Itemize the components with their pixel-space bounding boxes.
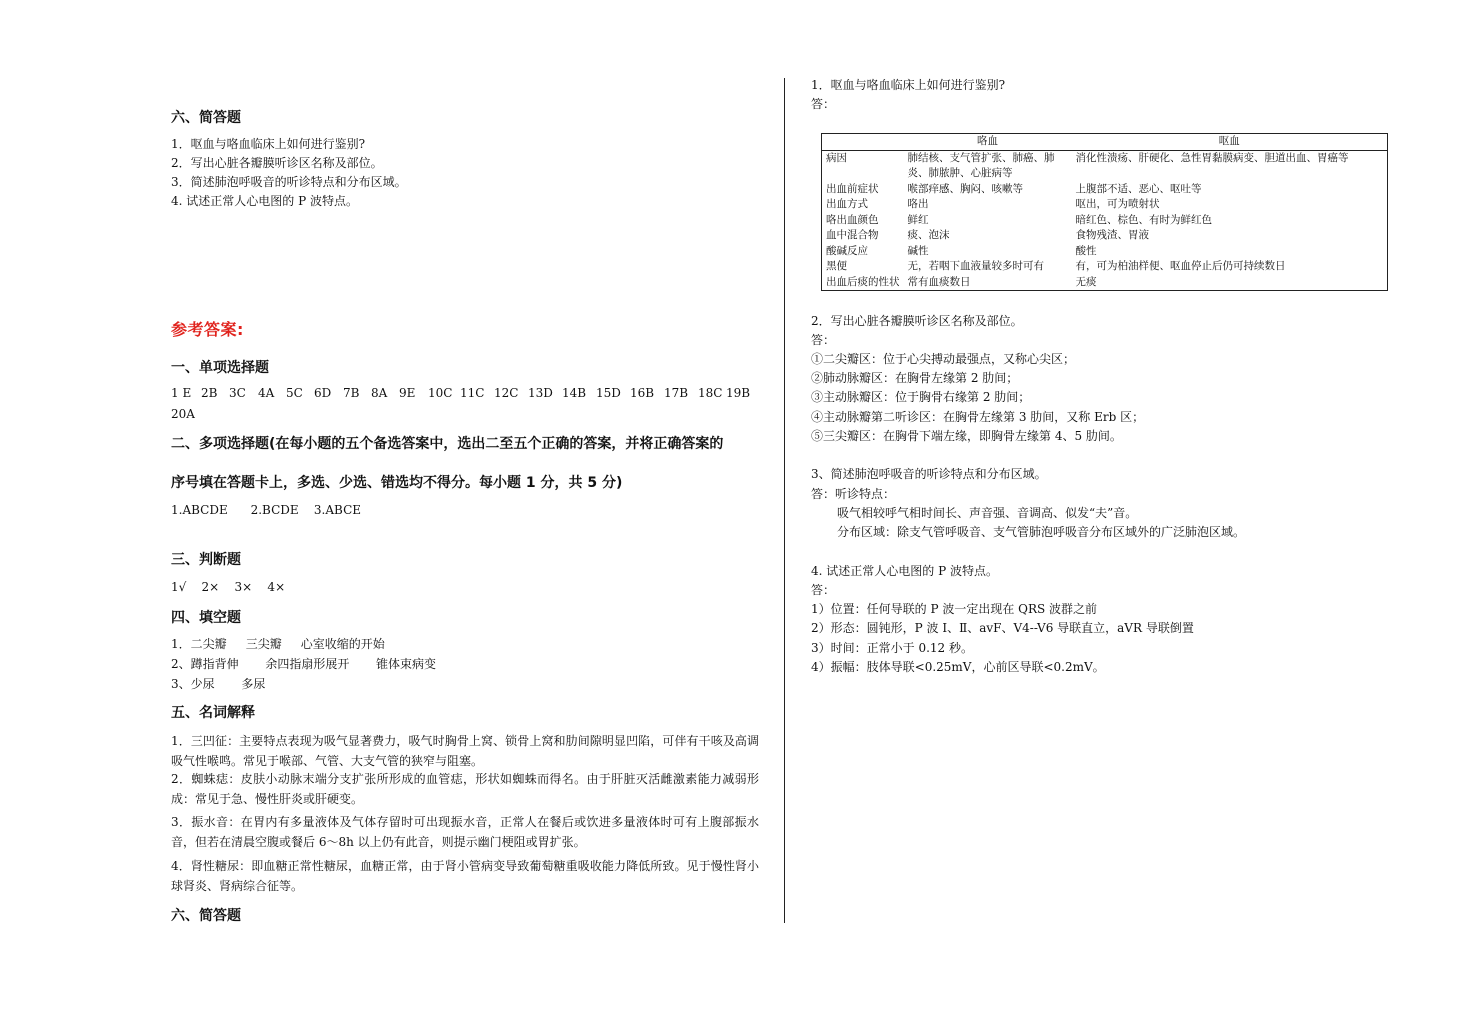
p-wave-duration: 3）时间：正常小于 0.12 秒。 bbox=[811, 641, 973, 655]
question-1: 1．呕血与咯血临床上如何进行鉴别? bbox=[171, 137, 366, 151]
answers-title: 参考答案: bbox=[171, 320, 244, 339]
right-question-1: 1．呕血与咯血临床上如何进行鉴别? bbox=[811, 78, 1006, 92]
row-label: 出血方式 bbox=[826, 198, 868, 210]
table-row bbox=[822, 182, 1388, 198]
answer-label: 答： bbox=[811, 333, 836, 347]
row-label: 咯出血颜色 bbox=[826, 213, 879, 226]
mc-answer: 14B bbox=[562, 386, 587, 400]
term-explanation-4: 4．肾性糖尿：即血糖正常性糖尿，血糖正常，由于肾小管病变导致葡萄糖重吸收能力降低所致。见于慢性肾小球肾炎、肾病综合征等。 bbox=[171, 859, 759, 893]
table-row bbox=[822, 213, 1388, 229]
hematemesis-cell: 呕出，可为喷射状 bbox=[1075, 198, 1160, 210]
hematemesis-cell: 有，可为柏油样便、呕血停止后仍可持续数日 bbox=[1075, 260, 1286, 272]
short-answer-heading-top: 六、简答题 bbox=[171, 110, 241, 126]
single-choice-last: 20A bbox=[171, 407, 195, 421]
table-row bbox=[822, 259, 1388, 275]
hematemesis-cell: 食物残渣、胃液 bbox=[1075, 229, 1149, 241]
table-row bbox=[822, 150, 1388, 182]
row-label: 血中混合物 bbox=[826, 229, 879, 241]
right-question-2: 2．写出心脏各瓣膜听诊区名称及部位。 bbox=[811, 314, 1023, 328]
auscultation-label: 答：听诊特点： bbox=[811, 487, 896, 501]
question-4: 4. 试述正常人心电图的 P 波特点。 bbox=[171, 194, 358, 208]
column-divider bbox=[784, 78, 785, 923]
multi-choice-heading-line2: 序号填在答题卡上，多选、少选、错选均不得分。每小题 1 分，共 5 分) bbox=[171, 475, 623, 491]
mc-answer: 3C bbox=[229, 386, 246, 400]
mc-answer: 5C bbox=[286, 386, 303, 400]
table-header-blank bbox=[822, 134, 904, 151]
row-label: 出血后痰的性状 bbox=[826, 275, 900, 288]
auscultation-feature: 吸气相较呼气相时间长、声音强、音调高、似发“夫”音。 bbox=[837, 506, 1138, 520]
table-header-row bbox=[822, 134, 1388, 151]
right-question-4: 4. 试述正常人心电图的 P 波特点。 bbox=[811, 564, 998, 578]
hemoptysis-cell: 喉部痒感、胸闷、咳嗽等 bbox=[907, 182, 1023, 195]
mc-answer: 2B bbox=[201, 386, 218, 400]
p-wave-shape: 2）形态：圆钝形，P 波 Ⅰ、Ⅱ、avF、V4--V6 导联直立，aVR 导联倒置 bbox=[811, 621, 1194, 635]
multi-choice-answers: 1.ABCDE 2.BCDE 3.ABCE bbox=[171, 503, 362, 517]
question-2: 2．写出心脏各瓣膜听诊区名称及部位。 bbox=[171, 156, 383, 170]
answer-label: 答： bbox=[811, 583, 836, 597]
hematemesis-cell: 暗红色、棕色、有时为鲜红色 bbox=[1075, 213, 1212, 226]
question-3: 3．简述肺泡呼吸音的听诊特点和分布区域。 bbox=[171, 175, 407, 189]
p-wave-amplitude: 4）振幅：肢体导联<0.25mV，心前区导联<0.2mV。 bbox=[811, 660, 1105, 674]
p-wave-position: 1）位置：任何导联的 P 波一定出现在 QRS 波群之前 bbox=[811, 602, 1098, 616]
mc-answer: 18C bbox=[698, 386, 723, 400]
row-label: 黑便 bbox=[826, 260, 847, 272]
mc-answer: 16B bbox=[630, 386, 655, 400]
mc-answer: 12C bbox=[494, 386, 519, 400]
single-choice-heading: 一、单项选择题 bbox=[171, 360, 269, 376]
valve-area-5: ⑤三尖瓣区：在胸骨下端左缘，即胸骨左缘第 4、5 肋间。 bbox=[811, 429, 1122, 443]
mc-answer: 19B bbox=[726, 386, 751, 400]
hemoptysis-cell: 碱性 bbox=[907, 244, 929, 257]
fill-blank-answer-3: 3、少尿 多尿 bbox=[171, 677, 266, 691]
valve-area-3: ③主动脉瓣区：位于胸骨右缘第 2 肋间； bbox=[811, 390, 1031, 404]
hemoptysis-hematemesis-table bbox=[821, 133, 1388, 291]
hematemesis-cell: 上腹部不适、恶心、呕吐等 bbox=[1075, 182, 1202, 195]
table-header-hemoptysis: 咯血 bbox=[904, 134, 1072, 151]
hemoptysis-cell: 痰、泡沫 bbox=[907, 229, 950, 241]
mc-answer: 8A bbox=[371, 386, 388, 400]
row-label: 出血前症状 bbox=[826, 182, 879, 195]
mc-answer: 11C bbox=[460, 386, 485, 400]
hematemesis-cell: 无痰 bbox=[1075, 275, 1097, 288]
hemoptysis-cell: 肺结核、支气管扩张、肺癌、肺炎、肺脓肿、心脏病等 bbox=[907, 151, 1055, 179]
hemoptysis-cell: 咯出 bbox=[907, 198, 929, 210]
row-label: 酸碱反应 bbox=[826, 244, 868, 257]
right-question-3: 3、简述肺泡呼吸音的听诊特点和分布区域。 bbox=[811, 467, 1047, 481]
mc-answer: 4A bbox=[258, 386, 275, 400]
fill-blank-answer-2: 2、蹲指背伸 余四指扇形展开 锥体束病变 bbox=[171, 657, 437, 671]
short-answer-heading-bottom: 六、简答题 bbox=[171, 908, 241, 924]
valve-area-1: ①二尖瓣区：位于心尖搏动最强点，又称心尖区； bbox=[811, 352, 1076, 366]
mc-answer: 17B bbox=[664, 386, 689, 400]
mc-answer: 1 E bbox=[171, 386, 192, 400]
table-row bbox=[822, 244, 1388, 260]
hematemesis-cell: 消化性溃疡、肝硬化、急性胃黏膜病变、胆道出血、胃癌等 bbox=[1075, 151, 1349, 164]
fill-blank-heading: 四、填空题 bbox=[171, 610, 241, 626]
mc-answer: 7B bbox=[343, 386, 360, 400]
table-row bbox=[822, 275, 1388, 291]
hemoptysis-cell: 鲜红 bbox=[907, 213, 929, 226]
true-false-heading: 三、判断题 bbox=[171, 552, 241, 568]
term-explanation-2: 2．蜘蛛痣：皮肤小动脉末端分支扩张所形成的血管痣，形状如蜘蛛而得名。由于肝脏灭活雌激素能力减弱形成：常见于急、慢性肝炎或肝硬变。 bbox=[171, 772, 759, 806]
table-header-hematemesis: 呕血 bbox=[1072, 134, 1388, 151]
valve-area-4: ④主动脉瓣第二听诊区：在胸骨左缘第 3 肋间，又称 Erb 区； bbox=[811, 410, 1145, 424]
mc-answer: 13D bbox=[528, 386, 553, 400]
distribution-area: 分布区域：除支气管呼吸音、支气管肺泡呼吸音分布区域外的广泛肺泡区域。 bbox=[837, 525, 1246, 539]
mc-answer: 9E bbox=[399, 386, 416, 400]
term-explanation-3: 3．振水音：在胃内有多量液体及气体存留时可出现振水音，正常人在餐后或饮进多量液体时可有上腹部振水音，但若在清晨空腹或餐后 6～8h 以上仍有此音，则提示幽门梗阻或胃扩张。 bbox=[171, 815, 759, 849]
hematemesis-cell: 酸性 bbox=[1075, 244, 1097, 257]
hemoptysis-cell: 常有血痰数日 bbox=[907, 275, 971, 288]
term-explanation-heading: 五、名词解释 bbox=[171, 705, 255, 721]
single-choice-answers bbox=[171, 386, 761, 400]
answer-label: 答： bbox=[811, 97, 836, 111]
term-explanation-1: 1．三凹征：主要特点表现为吸气显著费力，吸气时胸骨上窝、锁骨上窝和肋间隙明显凹陷，可伴有干咳及高调吸气性喉鸣。常见于喉部、气管、大支气管的狭窄与阻塞。 bbox=[171, 734, 759, 768]
mc-answer: 15D bbox=[596, 386, 621, 400]
fill-blank-answer-1: 1．二尖瓣 三尖瓣 心室收缩的开始 bbox=[171, 637, 385, 651]
row-label: 病因 bbox=[826, 151, 847, 164]
table-row bbox=[822, 197, 1388, 213]
valve-area-2: ②肺动脉瓣区：在胸骨左缘第 2 肋间； bbox=[811, 371, 1019, 385]
hemoptysis-cell: 无，若咽下血液量较多时可有 bbox=[907, 260, 1044, 272]
multi-choice-heading-line1: 二、多项选择题(在每小题的五个备选答案中，选出二至五个正确的答案，并将正确答案的 bbox=[171, 436, 724, 452]
mc-answer: 6D bbox=[314, 386, 332, 400]
table-row bbox=[822, 228, 1388, 244]
mc-answer: 10C bbox=[428, 386, 453, 400]
true-false-answers: 1√ 2× 3× 4× bbox=[171, 580, 286, 594]
